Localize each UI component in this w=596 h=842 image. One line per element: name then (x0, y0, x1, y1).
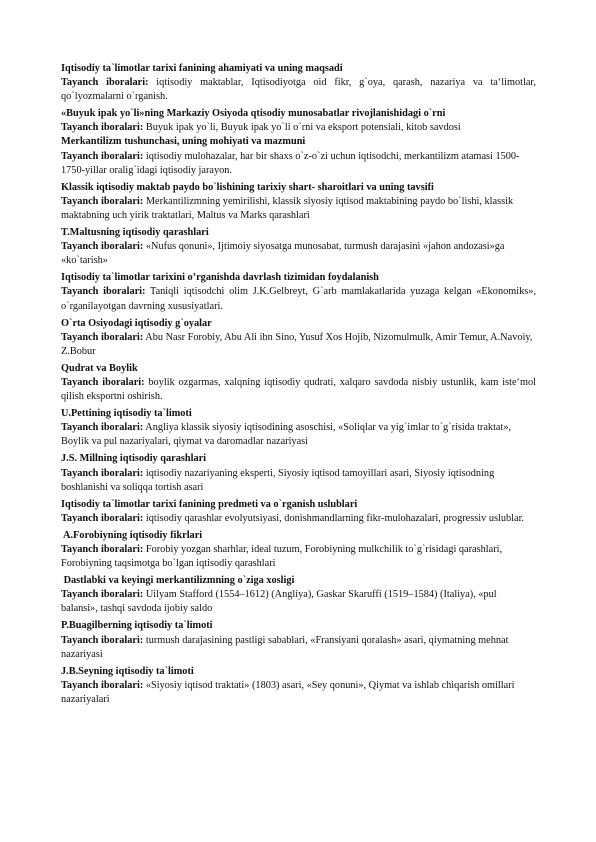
document-page (61, 62, 536, 710)
section-title: Iqtisodiy ta`limotlar tarixini o’rganishda davrlash tizimidan foydalanish (61, 272, 379, 284)
keywords-text: iqtisodiy maktablar, Iqtisodiyotga oid fikr, g`oya, qarash, nazariya va ta‘limotlar, qo`lyozmalarni o`rganish. (61, 77, 536, 103)
keywords-label: Tayanch iboralari: (61, 286, 146, 298)
section-keywords (61, 150, 536, 178)
section-1 (61, 62, 536, 104)
section-title: «Buyuk ipak yo`li»ning Markaziy Osiyoda qtisodiy munosabatlar rivojlanishidagi o`rni (61, 108, 446, 120)
section-title: O`rta Osiyodagi iqtisodiy g`oyalar (61, 317, 212, 329)
keywords-label: Tayanch iboralari: (61, 679, 144, 691)
section-keywords (61, 240, 536, 268)
section-8 (61, 362, 536, 404)
section-title: Merkantilizm tushunchasi, uning mohiyati va mazmuni (61, 136, 306, 148)
keywords-text: «Nufus qonuni», Ijtimoiy siyosatga munosabat, turmush darajasini «jahon andozasi»ga «ko`tarish» (61, 241, 505, 267)
section-14 (61, 619, 536, 661)
section-13 (61, 574, 536, 616)
section-keywords (61, 512, 536, 526)
section-7 (61, 317, 536, 359)
keywords-text: boylik ozgarmas, xalqning iqtisodiy qudrati, xalqaro savdoda nisbiy ustunlik, kam iste‘mol qilish eksportni oshirish. (61, 376, 536, 403)
keywords-text: turmush darajasining pastligi sabablari, «Fransiyani qoralash» asari, qiymatning mehnat nazariyasi (61, 634, 509, 660)
keywords-text: iqtisodiy nazariyaning eksperti, Siyosiy iqtisod tamoyillari asari, Siyosiy iqtisodning boshlanishi va soliqqa tortish asari (61, 467, 495, 493)
section-keywords (61, 679, 536, 707)
keywords-text: Abu Nasr Forobiy, Abu Ali ibn Sino, Yusuf Xos Hojib, Nizomulmulk, Amir Temur, A.Navoiy, Z.Bobur (61, 331, 533, 357)
section-keywords (61, 76, 536, 104)
keywords-label: Tayanch iboralari: (61, 422, 144, 434)
keywords-text: Buyuk ipak yo`li, Buyuk ipak yo`li o`rni va eksport potensiali, kitob savdosi (143, 122, 461, 134)
keywords-text: Uilyam Stafford (1554–1612) (Angliya), Gaskar Skaruffi (1519–1584) (Italiya), «pul balansi», tashqi savdoda ijobiy saldo (61, 589, 497, 615)
section-keywords (61, 376, 536, 404)
section-2 (61, 107, 536, 135)
keywords-label: Tayanch iboralari: (61, 544, 144, 555)
section-title: Qudrat va Boylik (61, 362, 138, 374)
section-title: Klassik iqtisodiy maktab paydo bo`lishining tarixiy shart- sharoitlari va uning tavsifi (61, 181, 434, 193)
section-keywords (61, 121, 536, 135)
section-title: Iqtisodiy ta`limotlar tarixi fanining ahamiyati va uning maqsadi (61, 63, 343, 74)
keywords-text: Forobiy yozgan sharhlar, ideal tuzum, Forobiyning mulkchilik to`g`risidagi qarashlari, Forobiyning taqsimotga bo`lgan iqtisodiy qarashlari (61, 544, 503, 570)
keywords-label: Tayanch iboralari: (61, 77, 149, 89)
section-keywords (61, 588, 536, 616)
section-keywords (61, 634, 536, 662)
section-6 (61, 271, 536, 313)
keywords-text: «Siyosiy iqtisod traktati» (1803) asari, «Sey qonuni», Qiymat va ishlab chiqarish omillari nazariyalari (61, 679, 515, 705)
keywords-label: Tayanch iboralari: (61, 122, 144, 134)
keywords-text: iqtisodiy mulohazalar, har bir shaxs o`z-o`zi uchun iqtisodchi, merkantilizm atamasi 1500-1750-yillar oralig`idagi iqtisodiy jarayon. (61, 150, 520, 176)
section-title: J.S. Millning iqtisodiy qarashlari (61, 453, 207, 465)
section-title: A.Forobiyning iqtisodiy fikrlari (61, 529, 203, 541)
section-title: Dastlabki va keyingi merkantilizmning o`ziga xosligi (61, 575, 295, 587)
keywords-label: Tayanch iboralari: (61, 150, 144, 162)
section-keywords (61, 331, 536, 359)
section-title: T.Maltusning iqtisodiy qarashlari (61, 227, 209, 239)
keywords-label: Tayanch iboralari: (61, 634, 144, 646)
section-title: Iqtisodiy ta`limotlar tarixi fanining predmeti va o`rganish uslublari (61, 498, 358, 510)
keywords-label: Tayanch iboralari: (61, 331, 144, 343)
section-9 (61, 407, 536, 449)
keywords-text: Angliya klassik siyosiy iqtisodining asoschisi, «Soliqlar va yig`imlar to`g`risida traktat», Boylik va pul nazariyalari, qiymat va daromadlar nazariyasi (61, 422, 512, 448)
section-10 (61, 452, 536, 494)
keywords-text: Taniqli iqtisodchi olim J.K.Gelbreyt, G`arb mamlakatlarida yuzaga kelgan «Ekonomiks», o`rganilayotgan davrning xususiyatlari. (61, 286, 536, 312)
keywords-label: Tayanch iboralari: (61, 376, 145, 388)
section-keywords (61, 285, 536, 313)
keywords-label: Tayanch iboralari: (61, 241, 144, 253)
section-keywords (61, 195, 536, 223)
section-keywords (61, 421, 536, 449)
section-title: P.Buagilberning iqtisodiy ta`limoti (61, 620, 213, 632)
keywords-text: Merkantilizmning yemirilishi, klassik siyosiy iqtisod maktabining paydo bo`lishi, klassik maktabning uch yirik traktatlari, Maltus va Marks qarashlari (61, 195, 514, 221)
keywords-label: Tayanch iboralari: (61, 512, 144, 524)
keywords-text: iqtisodiy qarashlar evolyutsiyasi, donishmandlarning fikr-mulohazalari, progressiv uslublar. (143, 512, 524, 524)
section-12 (61, 529, 536, 571)
section-5 (61, 226, 536, 268)
section-3 (61, 135, 536, 177)
keywords-label: Tayanch iboralari: (61, 467, 144, 479)
section-11 (61, 498, 536, 526)
keywords-label: Tayanch iboralari: (61, 195, 144, 207)
section-15 (61, 665, 536, 707)
section-title: U.Pettining iqtisodiy ta`limoti (61, 408, 192, 420)
keywords-label: Tayanch iboralari: (61, 589, 144, 601)
section-keywords (61, 467, 536, 495)
section-title: J.B.Seyning iqtisodiy ta`limoti (61, 665, 194, 677)
section-keywords (61, 543, 536, 571)
section-4 (61, 181, 536, 223)
